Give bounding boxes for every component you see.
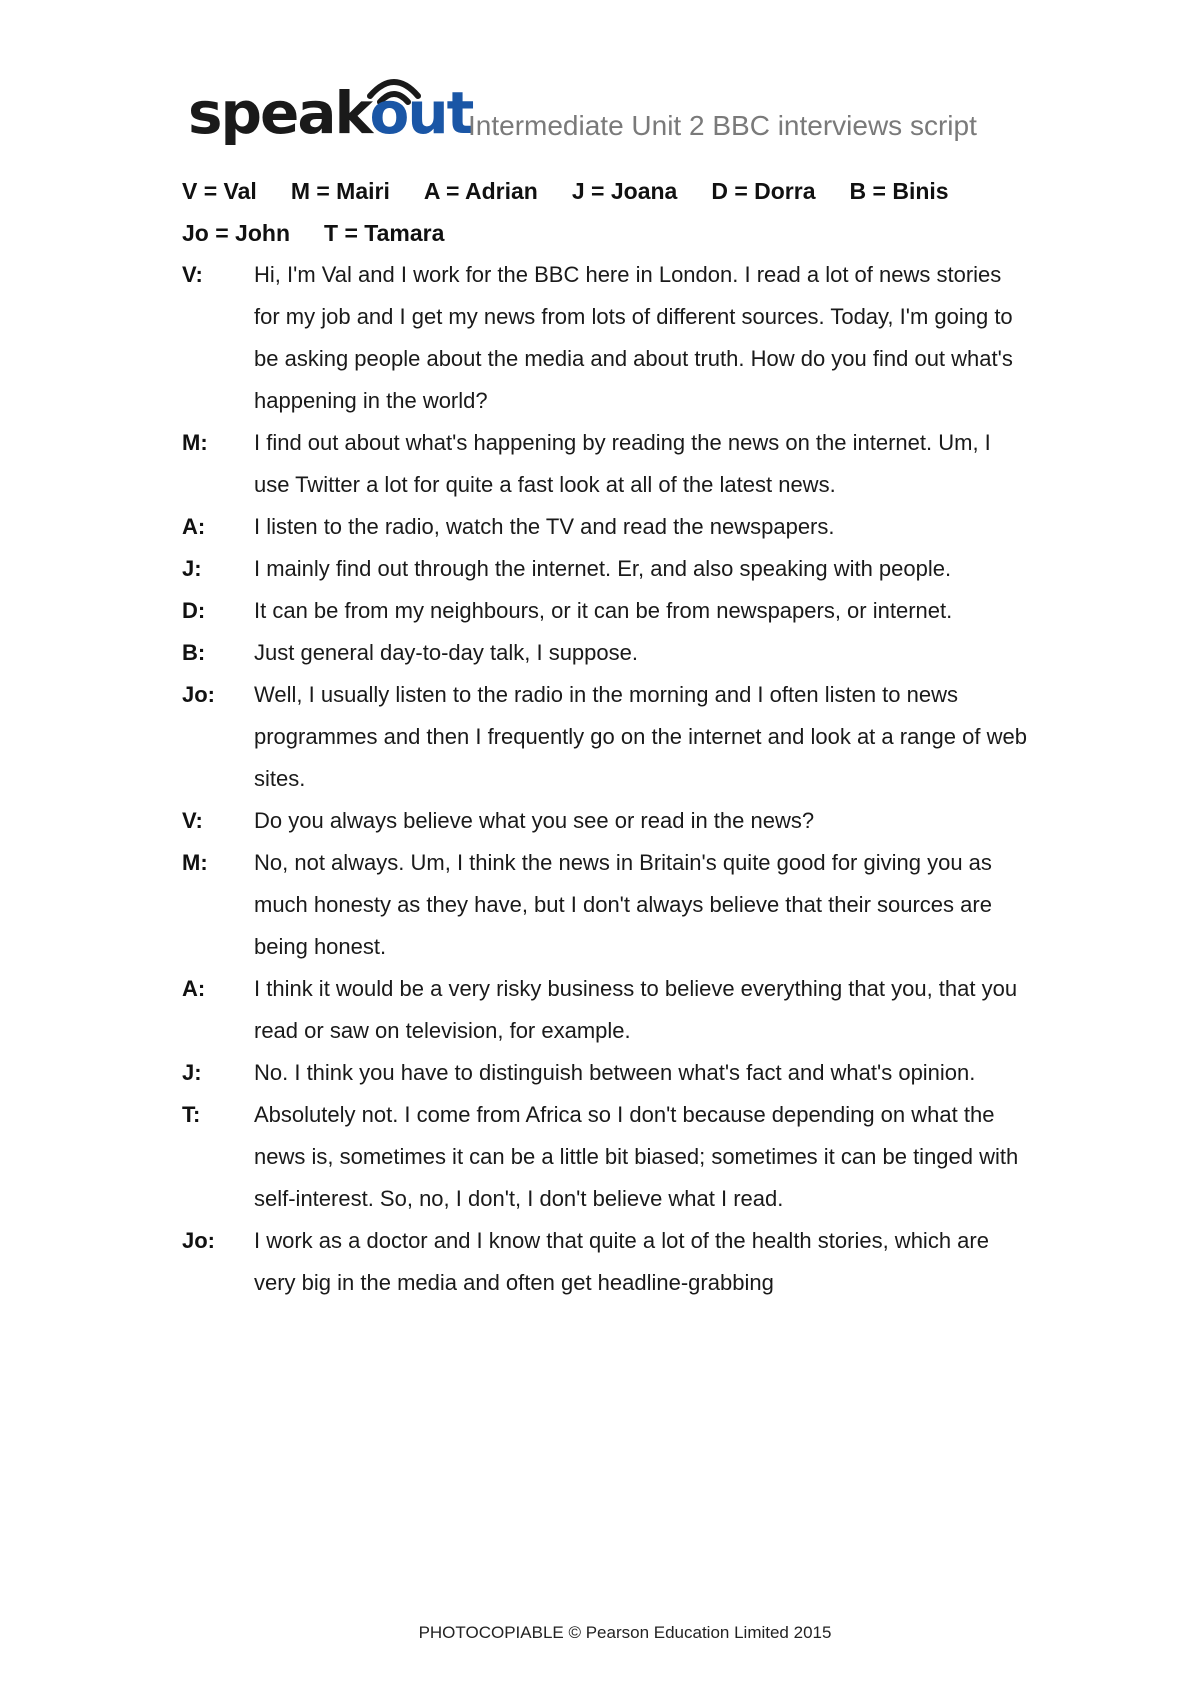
dialogue-turn [182, 422, 1032, 506]
header [188, 72, 1048, 152]
legend-row-1 [182, 170, 1022, 212]
dialogue-turn [182, 800, 1032, 842]
speech-text: Well, I usually listen to the radio in the morning and I often listen to news programmes and then I frequently go on the internet and look at a range of web sites. [254, 682, 1027, 791]
speaker-label: D: [182, 598, 206, 623]
dialogue-turn [182, 506, 1032, 548]
logo-wordmark [188, 79, 473, 147]
dialogue-turn [182, 632, 1032, 674]
logo-text-speak: speak [188, 79, 370, 147]
speech-text: I mainly find out through the internet. Er, and also speaking with people. [254, 556, 952, 581]
speaker-label: M: [182, 850, 208, 875]
speaker-label: M: [182, 430, 208, 455]
copyright-footer: PHOTOCOPIABLE © Pearson Education Limited 2015 [418, 1623, 832, 1642]
speaker-label: V: [182, 262, 203, 287]
legend-item: V = Val [182, 178, 257, 204]
dialogue-turn [182, 1094, 1032, 1220]
dialogue-turn [182, 674, 1032, 800]
legend-item: T = Tamara [324, 220, 445, 246]
speaker-label: Jo: [182, 682, 215, 707]
speech-text: No, not always. Um, I think the news in Britain's quite good for giving you as much honesty as they have, but I don't always believe that their sources are being honest. [254, 850, 992, 959]
speaker-legend [182, 170, 1022, 254]
legend-item: Jo = John [182, 220, 290, 246]
dialogue-turn [182, 590, 1032, 632]
speech-text: I listen to the radio, watch the TV and read the newspapers. [254, 514, 835, 539]
speaker-label: A: [182, 976, 206, 1001]
speech-text: Just general day-to-day talk, I suppose. [254, 640, 638, 665]
speech-text: I work as a doctor and I know that quite a lot of the health stories, which are very big in the media and often get headline-grabbing [254, 1228, 989, 1295]
speakout-logo [188, 72, 473, 152]
legend-row-2 [182, 212, 1022, 254]
legend-item: M = Mairi [290, 178, 390, 204]
dialogue-turn [182, 968, 1032, 1052]
dialogue-turn [182, 548, 1032, 590]
speaker-label: J: [182, 1060, 202, 1085]
speaker-label: A: [182, 514, 206, 539]
speaker-label: V: [182, 808, 203, 833]
legend-item: B = Binis [849, 178, 949, 204]
speaker-label: J: [182, 556, 202, 581]
legend-item: A = Adrian [423, 178, 538, 204]
speech-text: Do you always believe what you see or read in the news? [254, 808, 815, 833]
legend-item: J = Joana [571, 178, 678, 204]
speech-text: No. I think you have to distinguish between what's fact and what's opinion. [254, 1060, 976, 1085]
dialogue-turn [182, 842, 1032, 968]
document-subtitle: Intermediate Unit 2 BBC interviews script [468, 110, 977, 141]
speaker-label: B: [182, 640, 206, 665]
speaker-label: Jo: [182, 1228, 215, 1253]
speech-text: Hi, I'm Val and I work for the BBC here in London. I read a lot of news stories for my job and I get my news from lots of different sources. Today, I'm going to be asking people about the media and about truth. How do you find out what's happening in the world? [254, 262, 1013, 413]
dialogue-turn [182, 254, 1032, 422]
legend-item: D = Dorra [711, 178, 816, 204]
transcript [182, 254, 1032, 1304]
speaker-label: T: [182, 1102, 201, 1127]
speech-text: It can be from my neighbours, or it can be from newspapers, or internet. [254, 598, 953, 623]
speech-text: Absolutely not. I come from Africa so I don't because depending on what the news is, sometimes it can be a little bit biased; sometimes it can be tinged with self-interest. So, no, I don't, I don't believe what I read. [254, 1102, 1019, 1211]
speech-text: I think it would be a very risky business to believe everything that you, that you read or saw on television, for example. [254, 976, 1018, 1043]
dialogue-turn [182, 1220, 1032, 1304]
speech-text: I find out about what's happening by reading the news on the internet. Um, I use Twitter a lot for quite a fast look at all of the latest news. [254, 430, 991, 497]
dialogue-turn [182, 1052, 1032, 1094]
logo-text-out: out [369, 79, 473, 147]
